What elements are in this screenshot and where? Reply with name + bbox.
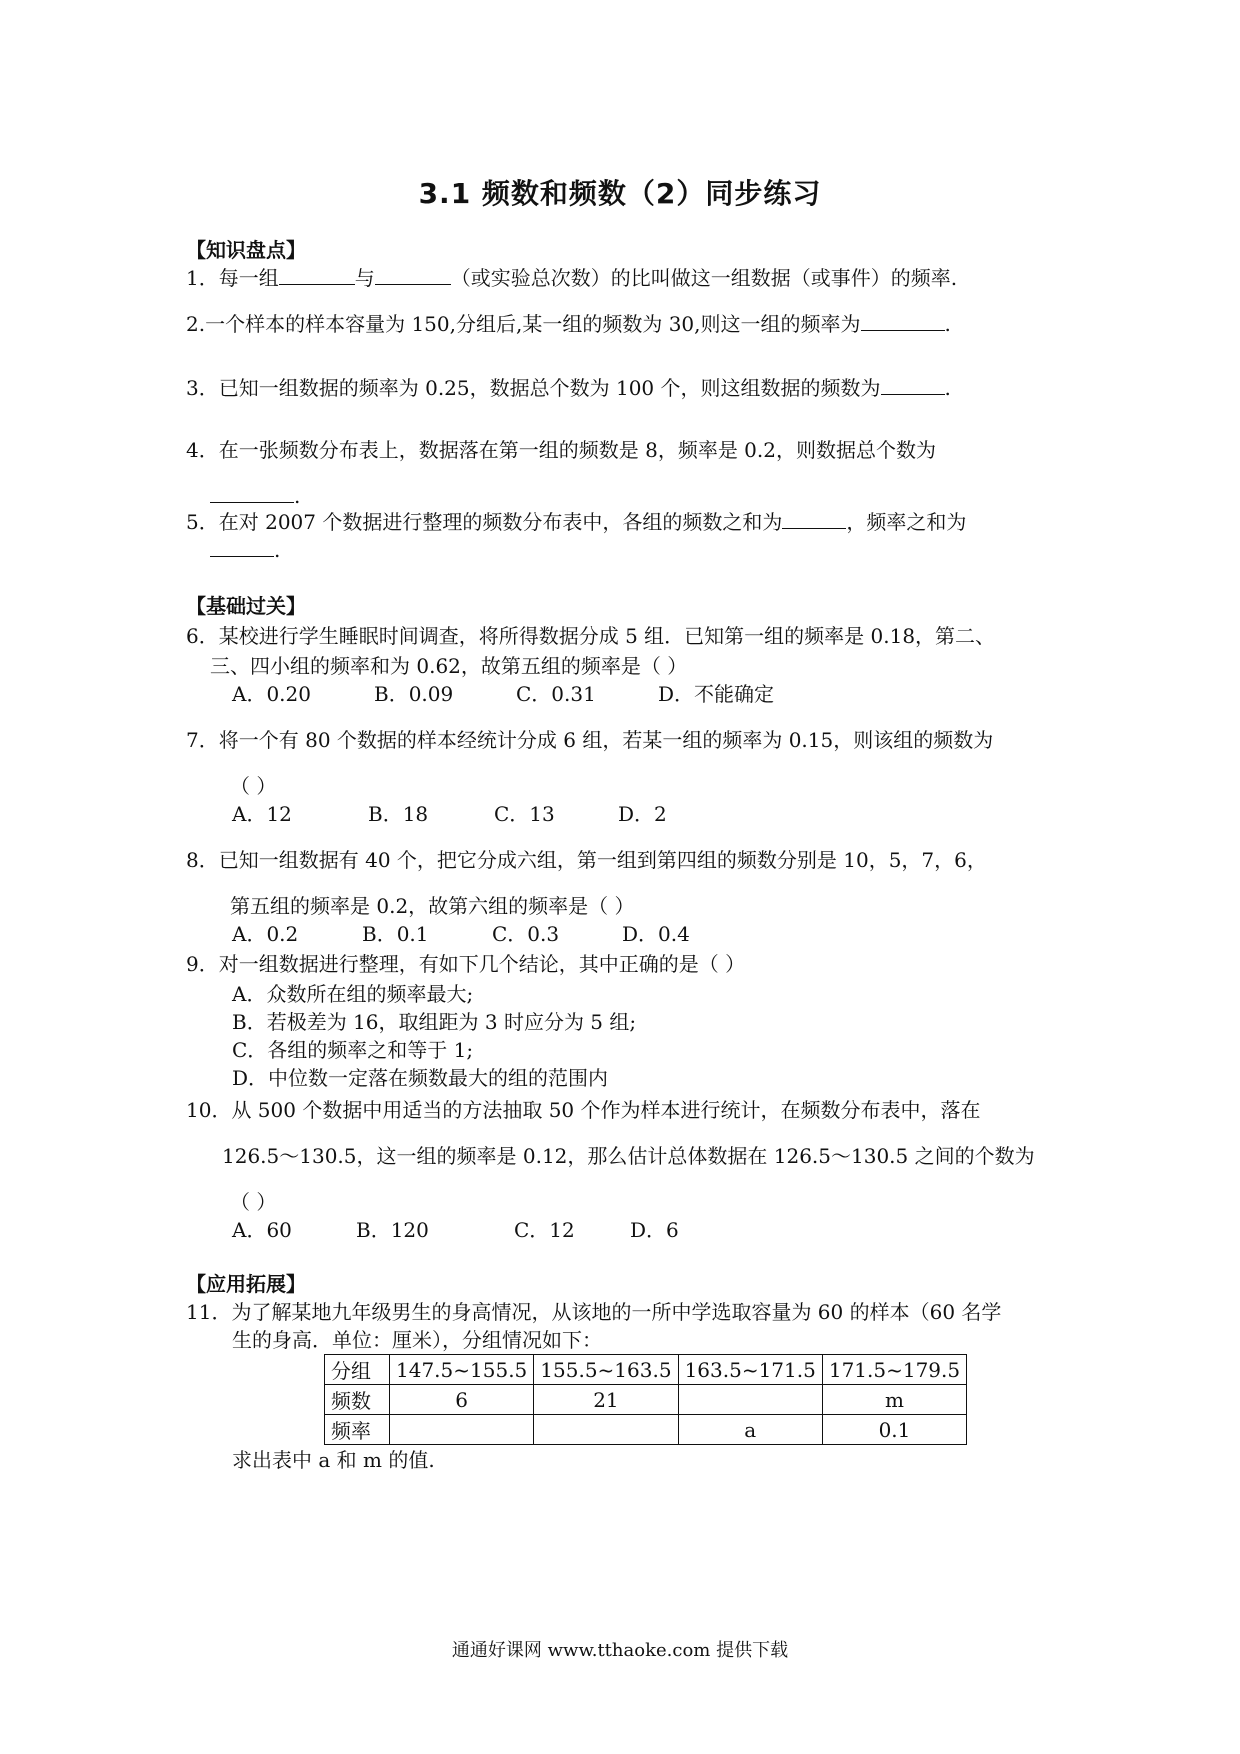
question-number: 11． <box>186 1300 232 1324</box>
table-cell: 频数 <box>325 1385 390 1415</box>
question-1 <box>186 264 957 292</box>
question-number: 7． <box>186 728 219 752</box>
option-b: B．若极差为 16，取组距为 3 时应分为 5 组; <box>232 1010 637 1034</box>
answer-blank <box>881 374 945 395</box>
option-a: A．60 <box>232 1218 292 1242</box>
option-a: A．0.2 <box>232 922 299 946</box>
question-6-options <box>232 680 774 708</box>
section-heading-knowledge: 【知识盘点】 <box>186 238 306 262</box>
option-c: C．12 <box>514 1218 575 1242</box>
option-a: A．0.20 <box>232 682 311 706</box>
question-number: 2. <box>186 312 206 336</box>
question-text: 某校进行学生睡眠时间调查，将所得数据分成 5 组．已知第一组的频率是 0.18，第二、 <box>218 624 996 648</box>
period: . <box>944 312 951 336</box>
answer-blank <box>279 264 355 285</box>
question-10 <box>186 1096 981 1124</box>
question-4-blank-line <box>210 482 300 510</box>
question-8 <box>186 846 987 874</box>
question-9 <box>186 950 745 978</box>
question-11 <box>186 1298 1001 1326</box>
table-cell: 21 <box>534 1385 678 1415</box>
question-text: 对一组数据进行整理，有如下几个结论，其中正确的是（ ） <box>218 952 746 976</box>
table-cell <box>390 1415 534 1445</box>
question-3 <box>186 374 951 402</box>
table-row <box>325 1385 967 1415</box>
question-5-blank-line <box>210 536 280 564</box>
table-cell: 155.5~163.5 <box>534 1355 678 1385</box>
table-cell: 171.5~179.5 <box>822 1355 966 1385</box>
question-number: 3． <box>186 376 219 400</box>
option-c: C．13 <box>494 802 555 826</box>
table-cell <box>678 1385 822 1415</box>
question-number: 10． <box>186 1098 232 1122</box>
question-number: 6． <box>186 624 219 648</box>
table-cell: 147.5~155.5 <box>390 1355 534 1385</box>
answer-blank <box>782 508 846 529</box>
question-number: 1． <box>186 266 219 290</box>
question-text: 在对 2007 个数据进行整理的频数分布表中，各组的频数之和为 <box>218 510 783 534</box>
option-b: B．120 <box>356 1218 429 1242</box>
question-6 <box>186 622 995 650</box>
question-10-line3: （ ） <box>230 1190 277 1214</box>
question-text: 将一个有 80 个数据的样本经统计分成 6 组，若某一组的频率为 0.15，则该组的频数为 <box>218 728 994 752</box>
question-7-options <box>232 800 667 828</box>
option-c: C．0.31 <box>516 682 596 706</box>
question-text: 已知一组数据的频率为 0.25，数据总个数为 100 个，则这组数据的频数为 <box>218 376 881 400</box>
table-row <box>325 1415 967 1445</box>
section-heading-extension: 【应用拓展】 <box>186 1272 306 1296</box>
frequency-table <box>324 1354 967 1445</box>
question-11-ask: 求出表中 a 和 m 的值. <box>232 1448 435 1472</box>
option-a: A．12 <box>232 802 292 826</box>
question-6-line2: 三、四小组的频率和为 0.62，故第五组的频率是（ ） <box>210 654 688 678</box>
option-d: D．中位数一定落在频数最大的组的范围内 <box>232 1066 609 1090</box>
option-d: D．2 <box>618 802 667 826</box>
option-c: C．各组的频率之和等于 1; <box>232 1038 474 1062</box>
answer-blank <box>375 264 451 285</box>
option-d: D．6 <box>630 1218 679 1242</box>
table-cell: 6 <box>390 1385 534 1415</box>
question-text: 在一张频数分布表上，数据落在第一组的频数是 8，频率是 0.2，则数据总个数为 <box>218 438 936 462</box>
option-b: B．0.09 <box>374 682 454 706</box>
question-4 <box>186 436 936 464</box>
footer-credit: 通通好课网 www.tthaoke.com 提供下载 <box>451 1640 789 1661</box>
option-b: B．18 <box>368 802 429 826</box>
question-text: ，频率之和为 <box>846 510 967 534</box>
table-cell: 163.5~171.5 <box>678 1355 822 1385</box>
question-10-line2: 126.5～130.5，这一组的频率是 0.12，那么估计总体数据在 126.5～130.5 之间的个数为 <box>222 1144 1035 1168</box>
question-text: 一个样本的样本容量为 150,分组后,某一组的频数为 30,则这一组的频率为 <box>205 312 861 336</box>
table-row <box>325 1355 967 1385</box>
question-text: 从 500 个数据中用适当的方法抽取 50 个作为样本进行统计，在频数分布表中，落在 <box>231 1098 981 1122</box>
section-heading-basics: 【基础过关】 <box>186 594 306 618</box>
period: . <box>944 376 951 400</box>
option-b: B．0.1 <box>362 922 429 946</box>
question-number: 9． <box>186 952 219 976</box>
question-text: （或实验总次数）的比叫做这一组数据（或事件）的频率. <box>450 266 958 290</box>
option-a: A．众数所在组的频率最大; <box>232 982 474 1006</box>
table-cell <box>534 1415 678 1445</box>
option-d: D．不能确定 <box>658 682 775 706</box>
option-d: D．0.4 <box>622 922 690 946</box>
answer-blank <box>861 310 945 331</box>
table-cell: 分组 <box>325 1355 390 1385</box>
question-7-line2: （ ） <box>230 774 277 798</box>
question-5 <box>186 508 966 536</box>
question-8-line2: 第五组的频率是 0.2，故第六组的频率是（ ） <box>230 894 635 918</box>
question-text: 已知一组数据有 40 个，把它分成六组，第一组到第四组的频数分别是 10，5，7，6， <box>218 848 987 872</box>
question-number: 4． <box>186 438 219 462</box>
question-text: 每一组 <box>218 266 279 290</box>
table-cell: m <box>822 1385 966 1415</box>
question-8-options <box>232 920 690 948</box>
period: . <box>294 484 301 508</box>
answer-blank <box>210 536 274 557</box>
page-title: 3.1 频数和频数（2）同步练习 <box>418 177 822 210</box>
question-7 <box>186 726 993 754</box>
table-cell: 0.1 <box>822 1415 966 1445</box>
question-10-options <box>232 1216 679 1244</box>
question-number: 8． <box>186 848 219 872</box>
period: . <box>274 538 281 562</box>
question-11-line2: 生的身高．单位：厘米），分组情况如下： <box>232 1328 602 1352</box>
question-number: 5． <box>186 510 219 534</box>
table-cell: 频率 <box>325 1415 390 1445</box>
option-c: C．0.3 <box>492 922 560 946</box>
table-cell: a <box>678 1415 822 1445</box>
question-text: 为了解某地九年级男生的身高情况，从该地的一所中学选取容量为 60 的样本（60 名学 <box>231 1300 1002 1324</box>
question-text: 与 <box>354 266 375 290</box>
question-2 <box>186 310 951 338</box>
answer-blank <box>210 482 294 503</box>
